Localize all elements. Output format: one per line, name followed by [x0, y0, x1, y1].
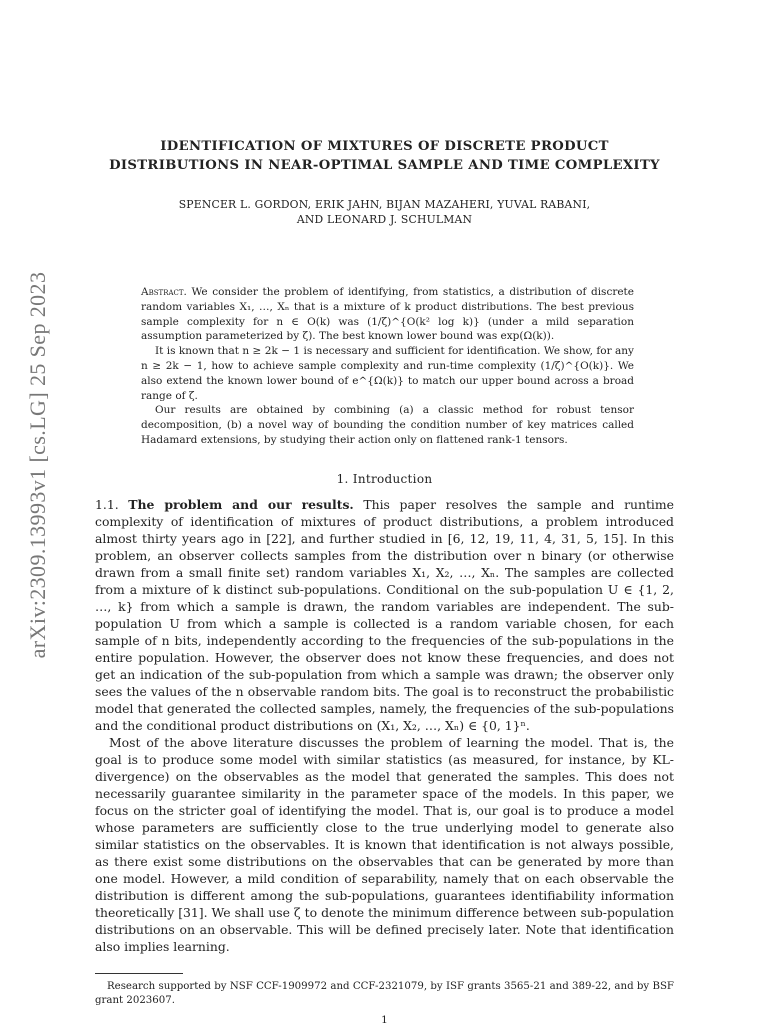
- intro-text-1: This paper resolves the sample and runtime complexity of identification of mixtures of product distributions, a problem introduced almost thirty years ago in [22], and further studied in [6, 12, 19, 11, 4, 31, 5, 15]. In this problem, an observer collects samples from the distribution over n binary (or otherwise drawn from a small finite set) random variables X₁, X₂, …, Xₙ. The samples are collected from a mixture of k distinct sub-populations. Conditional on the sub-population U ∈ {1, 2, …, k} from which a sample is drawn, the random variables are independent. The sub-population U from which a sample is collected is a random variable chosen, for each sample of n bits, independently according to the frequencies of the sub-populations in the entire population. However, the observer does not know these frequencies, and does not get an indication of the sub-population from which a sample was drawn; the observer only sees the values of the n observable random bits. The goal is to reconstruct the probabilistic model that generated the collected samples, namely, the frequencies of the sub-populations and the conditional product distributions on (X₁, X₂, …, Xₙ) ∈ {0, 1}ⁿ.: [95, 496, 674, 733]
- abstract-paragraph-3: Our results are obtained by combining (a) a classic method for robust tensor decomposition, (b) a novel way of bounding the condition number of key matrices called Hadamard extensions, by studying their action only on flattened rank-1 tensors.: [141, 404, 634, 446]
- paper-title: [95, 137, 674, 175]
- section-heading: 1. Introduction: [336, 471, 433, 486]
- author-list: [95, 197, 674, 227]
- abstract-paragraph-1: [141, 285, 634, 344]
- intro-body: [95, 496, 674, 955]
- title-line-2: DISTRIBUTIONS IN NEAR-OPTIMAL SAMPLE AND TIME COMPLEXITY: [109, 158, 660, 173]
- title-line-1: IDENTIFICATION OF MIXTURES OF DISCRETE PRODUCT: [160, 139, 609, 154]
- abstract-text-1: We consider the problem of identifying, from statistics, a distribution of discrete random variables X₁, …, Xₙ that is a mixture of k product distributions. The best previous sample complexity for n ∈ O(k) was (1/ζ)^{O(k² log k)} (under a mild separation assumption parameterized by ζ). The best known lower bound was exp(Ω(k)).: [141, 286, 634, 343]
- abstract: [141, 285, 634, 448]
- authors-line-2: AND LEONARD J. SCHULMAN: [296, 213, 473, 226]
- subsection-title: The problem and our results.: [128, 496, 354, 512]
- arxiv-sidebar: [18, 250, 58, 680]
- intro-paragraph-2: Most of the above literature discusses the problem of learning the model. That is, the goal is to produce some model with similar statistics (as measured, for instance, by KL-divergence) on the observables as the model that generated the samples. This does not necessarily guarantee similarity in the parameter space of the models. In this paper, we focus on the stricter goal of identifying the model. That is, our goal is to produce a model whose parameters are sufficiently close to the true underlying model to generate also similar statistics on the observables. It is known that identification is not always possible, as there exist some distributions on the observables that can be generated by more than one model. However, a mild condition of separability, namely that on each observable the distribution is different among the sub-populations, guarantees identifiability information theoretically [31]. We shall use ζ to denote the minimum difference between sub-population distributions on an observable. This will be defined precisely later. Note that identification also implies learning.: [95, 734, 674, 954]
- abstract-label: Abstract.: [141, 286, 187, 298]
- abstract-paragraph-2: It is known that n ≥ 2k − 1 is necessary and sufficient for identification. We show, for any n ≥ 2k − 1, how to achieve sample complexity and run-time complexity (1/ζ)^{O(k)}. We also extend the known lower bound of e^{Ω(k)} to match our upper bound across a broad range of ζ.: [141, 345, 634, 402]
- page-number: 1: [381, 1013, 388, 1026]
- footnote: Research supported by NSF CCF-1909972 and CCF-2321079, by ISF grants 3565-21 and 389-22, and by BSF grant 2023607.: [95, 980, 674, 1006]
- arxiv-identifier: arXiv:2309.13993v1 [cs.LG] 25 Sep 2023: [25, 271, 50, 659]
- paper-page: [95, 137, 674, 1026]
- intro-paragraph-1: [95, 496, 674, 734]
- authors-line-1: SPENCER L. GORDON, ERIK JAHN, BIJAN MAZAHERI, YUVAL RABANI,: [178, 198, 591, 211]
- subsection-number: 1.1.: [95, 496, 119, 512]
- footnote-rule: [95, 973, 183, 974]
